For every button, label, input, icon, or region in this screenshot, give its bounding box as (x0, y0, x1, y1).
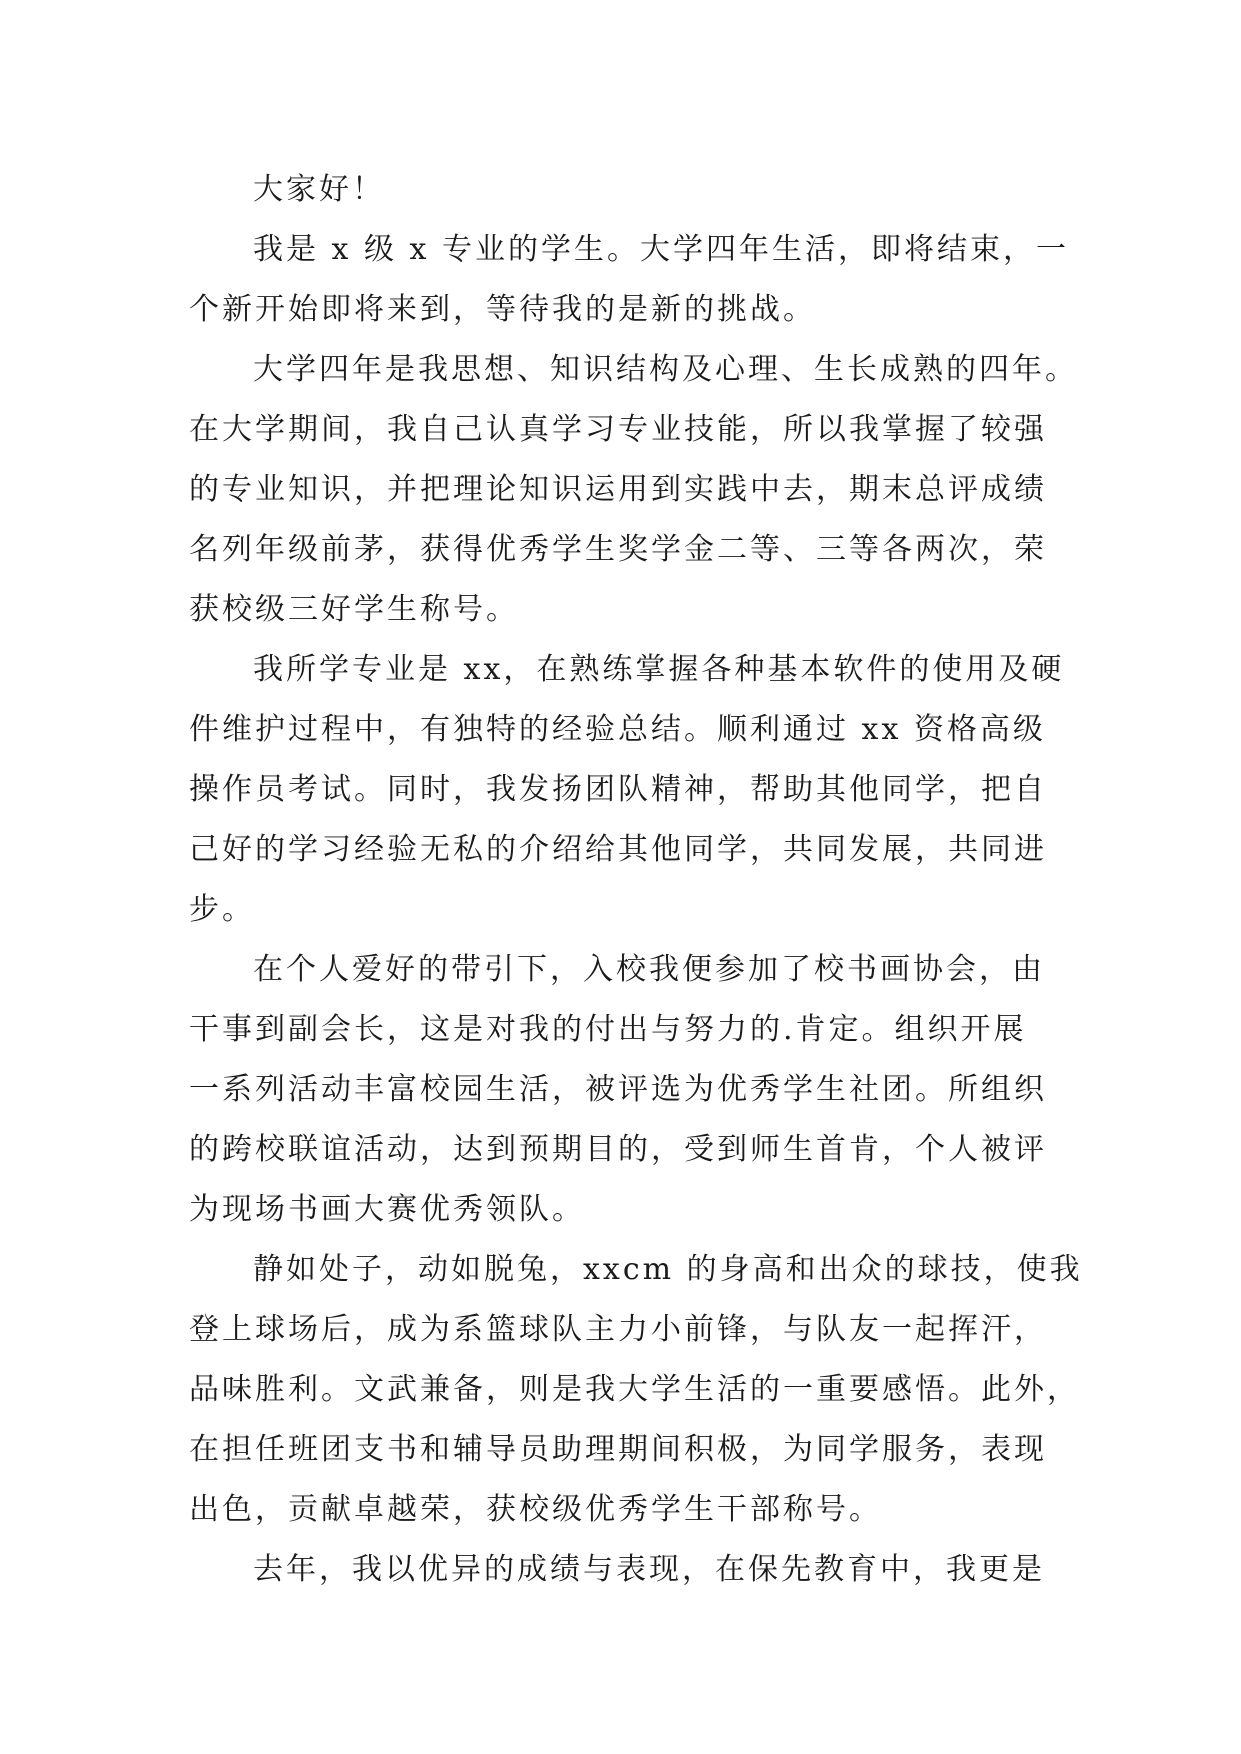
text-line: 静如处子，动如脱兔，xxcm 的身高和出众的球技，使我 (253, 1252, 1083, 1287)
text-line: 在担任班团支书和辅导员助理期间积极，为同学服务，表现 (189, 1432, 1047, 1467)
text-line: 登上球场后，成为系篮球队主力小前锋，与队友一起挥汗， (189, 1312, 1047, 1347)
text-line: 步。 (189, 892, 255, 927)
text-line: 的专业知识，并把理论知识运用到实践中去，期末总评成绩 (189, 472, 1047, 507)
text-line: 大家好！ (253, 172, 385, 207)
text-line: 出色，贡献卓越荣，获校级优秀学生干部称号。 (189, 1492, 882, 1527)
text-line: 操作员考试。同时，我发扬团队精神，帮助其他同学，把自 (189, 772, 1047, 807)
text-line: 获校级三好学生称号。 (189, 592, 519, 627)
text-line: 名列年级前茅，获得优秀学生奖学金二等、三等各两次，荣 (189, 532, 1047, 567)
text-line: 我是 x 级 x 专业的学生。大学四年生活，即将结束，一 (253, 232, 1069, 267)
text-line: 的跨校联谊活动，达到预期目的，受到师生首肯，个人被评 (189, 1132, 1047, 1167)
text-line: 我所学专业是 xx，在熟练掌握各种基本软件的使用及硬 (253, 652, 1065, 687)
text-line: 在个人爱好的带引下，入校我便参加了校书画协会，由 (253, 952, 1045, 987)
text-line: 个新开始即将来到，等待我的是新的挑战。 (189, 292, 816, 327)
text-line: 干事到副会长，这是对我的付出与努力的.肯定。组织开展 (189, 1012, 1027, 1047)
text-line: 为现场书画大赛优秀领队。 (189, 1192, 585, 1227)
text-line: 大学四年是我思想、知识结构及心理、生长成熟的四年。 (253, 352, 1078, 387)
text-line: 己好的学习经验无私的介绍给其他同学，共同发展，共同进 (189, 832, 1047, 867)
text-line: 在大学期间，我自己认真学习专业技能，所以我掌握了较强 (189, 412, 1047, 447)
text-line: 件维护过程中，有独特的经验总结。顺利通过 xx 资格高级 (189, 712, 1046, 747)
text-line: 品味胜利。文武兼备，则是我大学生活的一重要感悟。此外， (189, 1372, 1080, 1407)
text-line: 一系列活动丰富校园生活，被评选为优秀学生社团。所组织 (189, 1072, 1047, 1107)
document-body (189, 160, 1083, 1600)
text-line: 去年，我以优异的成绩与表现，在保先教育中，我更是 (253, 1552, 1045, 1587)
